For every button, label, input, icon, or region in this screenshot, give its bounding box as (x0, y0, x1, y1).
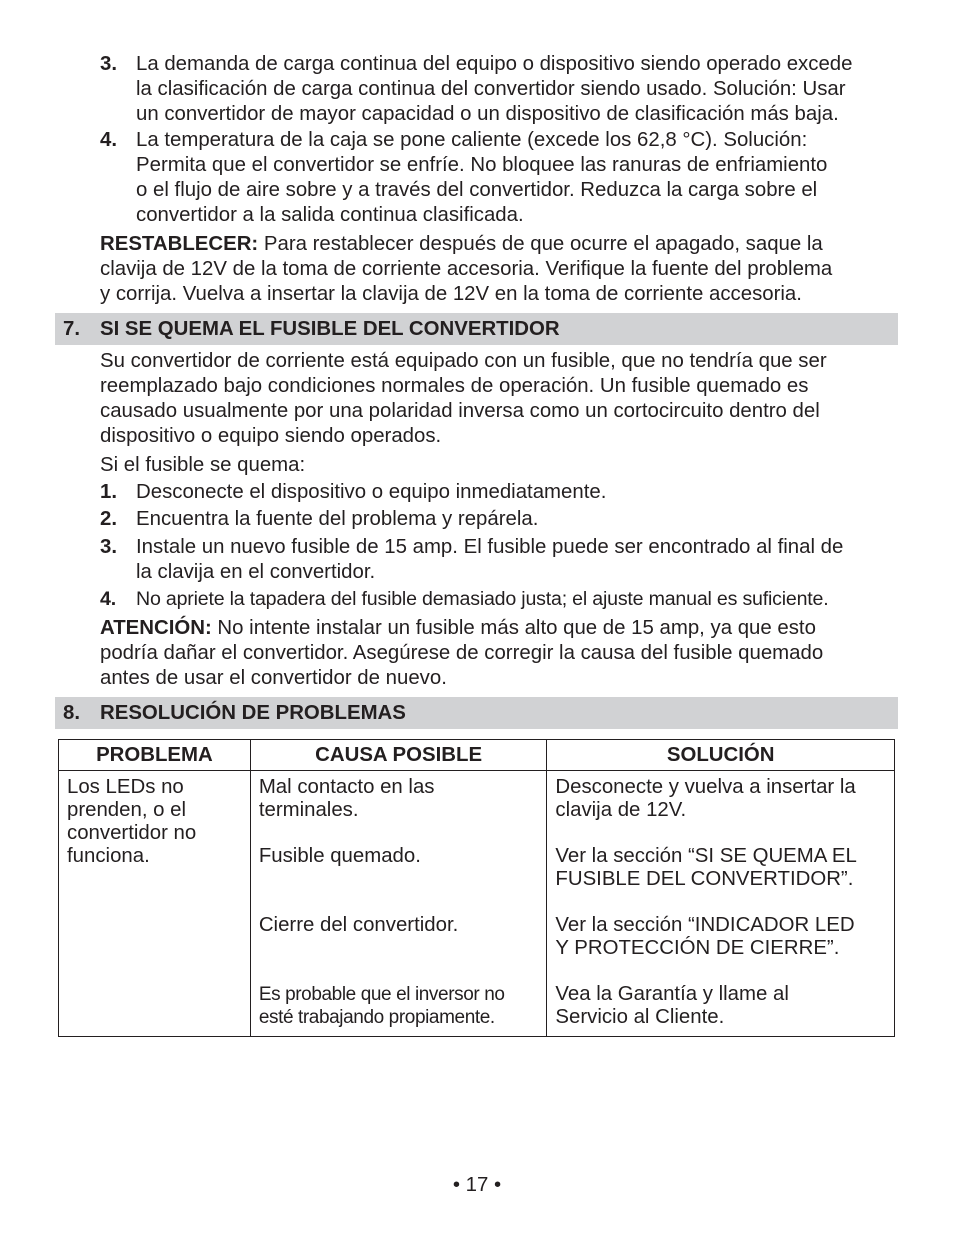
header-problem: PROBLEMA (59, 740, 251, 771)
cause-text-line: esté trabajando propiamente. (258, 1007, 495, 1028)
reset-paragraph (100, 232, 900, 307)
step-text: Encuentra la fuente del problema y repárela. (136, 508, 539, 530)
fuse-lead-text: Si el fusible se quema: (100, 454, 306, 476)
problem-cell (59, 771, 251, 1037)
item-text-line: La temperatura de la caja se pone caliente (excede los 62,8 °C). Solución: (136, 129, 808, 151)
fuse-step-2 (100, 507, 900, 532)
solution-text-line: Ver la sección “SI SE QUEMA EL (555, 845, 857, 867)
intro-text-line: reemplazado bajo condiciones normales de operación. Un fusible quemado es (100, 375, 809, 397)
solution-text-line: FUSIBLE DEL CONVERTIDOR”. (555, 868, 854, 890)
page-number: • 17 • (452, 1174, 502, 1196)
fuse-step-4 (100, 587, 900, 612)
reset-label: RESTABLECER: (100, 233, 259, 255)
item-text-line: Permita que el convertidor se enfríe. No bloquee las ranuras de enfriamiento (136, 154, 828, 176)
table-row (59, 771, 895, 1037)
intro-text-line: causado usualmente por una polaridad inversa como un cortocircuito dentro del (100, 400, 820, 422)
item-text-line: la clasificación de carga continua del convertidor siendo usado. Solución: Usar (136, 78, 846, 100)
step-text: Instale un nuevo fusible de 15 amp. El fusible puede ser encontrado al final de (136, 536, 844, 558)
step-number: 4. (100, 588, 116, 610)
section-7-header (55, 313, 898, 345)
solution-text-line: Desconecte y vuelva a insertar la (555, 776, 856, 798)
section-title: SI SE QUEMA EL FUSIBLE DEL CONVERTIDOR (100, 318, 560, 340)
attention-text: No intente instalar un fusible más alto que de 15 amp, ya que esto (211, 617, 816, 639)
troubleshooting-table (58, 739, 895, 1037)
attention-label: ATENCIÓN: (100, 617, 212, 639)
solution-text-line: Ver la sección “INDICADOR LED (555, 914, 855, 936)
step-number: 2. (100, 508, 118, 530)
reset-text-line: y corrija. Vuelva a insertar la clavija de 12V en la toma de corriente accesoria. (100, 283, 802, 305)
header-cause: CAUSA POSIBLE (250, 740, 547, 771)
attention-text-line: podría dañar el convertidor. Asegúrese de corregir la causa del fusible quemado (100, 642, 824, 664)
section-title: RESOLUCIÓN DE PROBLEMAS (100, 702, 406, 724)
reset-text: Para restablecer después de que ocurre el apagado, saque la (258, 233, 823, 255)
fuse-intro-paragraph (100, 349, 900, 449)
problem-text-line: prenden, o el (67, 799, 187, 821)
cause-text-line: Fusible quemado. (258, 845, 421, 867)
item-text-line: un convertidor de mayor capacidad o un dispositivo de clasificación más baja. (136, 103, 839, 125)
problem-text-line: Los LEDs no (67, 776, 184, 798)
step-text: la clavija en el convertidor. (136, 561, 376, 583)
cause-text-line: Mal contacto en las (258, 776, 435, 798)
section-number: 7. (63, 318, 81, 340)
item-text-line: o el flujo de aire sobre y a través del convertidor. Reduzca la carga sobre el (136, 179, 818, 201)
item-text-line: La demanda de carga continua del equipo o dispositivo siendo operado excede (136, 53, 853, 75)
top-list-item-3 (100, 52, 900, 127)
intro-text-line: dispositivo o equipo siendo operados. (100, 425, 442, 447)
solution-text-line: Vea la Garantía y llame al (555, 983, 789, 1005)
solution-text-line: Servicio al Cliente. (555, 1006, 725, 1028)
solution-text-line: Y PROTECCIÓN DE CIERRE”. (555, 937, 840, 959)
fuse-step-3 (100, 535, 900, 585)
item-number: 3. (100, 53, 118, 75)
solution-cell (547, 771, 895, 1037)
fuse-step-1 (100, 480, 900, 505)
section-8-header (55, 697, 898, 729)
cause-text-line: Cierre del convertidor. (258, 914, 459, 936)
attention-paragraph (100, 616, 900, 691)
solution-text-line: clavija de 12V. (555, 799, 687, 821)
intro-text-line: Su convertidor de corriente está equipado con un fusible, que no tendría que ser (100, 350, 827, 372)
section-number: 8. (63, 702, 81, 724)
step-text: No apriete la tapadera del fusible demasiado justa; el ajuste manual es suficiente. (136, 588, 829, 610)
step-number: 1. (100, 481, 118, 503)
step-text: Desconecte el dispositivo o equipo inmediatamente. (136, 481, 607, 503)
cause-text-line: terminales. (258, 799, 359, 821)
attention-text-line: antes de usar el convertidor de nuevo. (100, 667, 447, 689)
cause-cell (250, 771, 547, 1037)
item-number: 4. (100, 129, 118, 151)
top-list-item-4 (100, 128, 900, 228)
table-header-row (59, 740, 895, 771)
step-number: 3. (100, 536, 118, 558)
problem-text-line: funciona. (67, 845, 150, 867)
item-text-line: convertidor a la salida continua clasificada. (136, 204, 524, 226)
header-solution: SOLUCIÓN (547, 740, 895, 771)
reset-text-line: clavija de 12V de la toma de corriente accesoria. Verifique la fuente del problema (100, 258, 833, 280)
cause-text-line: Es probable que el inversor no (258, 984, 505, 1005)
problem-text-line: convertidor no (67, 822, 197, 844)
